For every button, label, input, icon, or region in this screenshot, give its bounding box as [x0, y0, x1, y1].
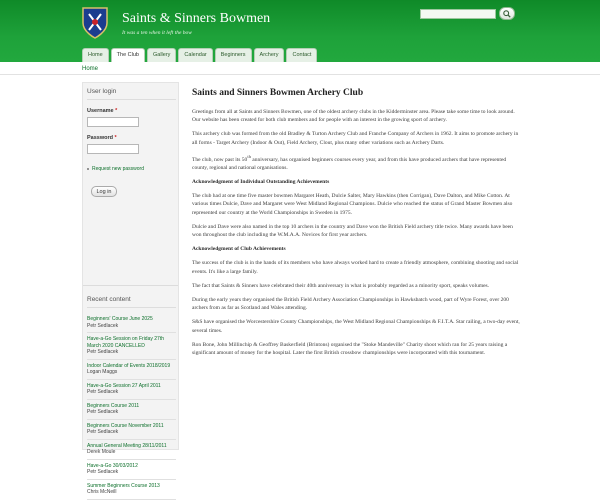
tab-the-club[interactable]: The Club: [111, 48, 145, 63]
recent-item-author: Logan Maggs: [87, 369, 118, 375]
list-item: [87, 380, 176, 400]
recent-item-author: Petr Sedlacek: [87, 389, 119, 395]
list-item: [87, 420, 176, 440]
search-input[interactable]: [420, 9, 496, 19]
search-icon: [503, 10, 511, 18]
site-slogan: It was a ten when it left the bow: [122, 30, 192, 36]
tab-archery[interactable]: Archery: [254, 48, 285, 62]
breadcrumb-home-link[interactable]: Home: [82, 66, 99, 72]
recent-item-link[interactable]: Summer Beginners Course 2013: [87, 482, 160, 489]
recent-item-author: Derek Moule: [87, 449, 116, 455]
list-item: [87, 400, 176, 420]
tab-gallery[interactable]: Gallery: [147, 48, 176, 62]
recent-item-link[interactable]: Beginners Course 2011: [87, 402, 140, 409]
recent-item-author: Petr Sedlacek: [87, 349, 119, 355]
charity-shoot-paragraph: Ron Bone, John Millinchip & Geoffrey Baskerfield (Brintons) organised the "Stoke Mandeville" Charity shoot which ran for 25 years raising a significant amount of money for the hospital. Later the first British crossbow championships were incorporated with this tournament.: [192, 341, 508, 357]
recent-item-link[interactable]: Beginners' Course June 2025: [87, 316, 153, 322]
fortieth-paragraph: The fact that Saints & Sinners have celebrated their 40th anniversary in what is probably regarded as a minority sport, speaks volumes.: [192, 282, 490, 289]
list-item: [87, 360, 176, 380]
site-header: [0, 0, 600, 62]
history-paragraph: This archery club was formed from the old Bradley & Turton Archery Club and Franche Company of Archers in 1962. It aims to promote archery in all forms - Target Archery (Indoor & Out), Field Archery, Clout, plus many other variations such as Archery Darts.: [192, 131, 519, 146]
tab-calendar[interactable]: Calendar: [178, 48, 212, 62]
recent-item-link[interactable]: Have-a-Go 30/03/2012: [87, 462, 138, 469]
login-button[interactable]: Log in: [91, 186, 117, 197]
section-heading-club: Acknowledgment of Club Achievements: [192, 246, 286, 253]
recent-item-link[interactable]: Beginners Course November 2011: [87, 422, 164, 429]
early-years-paragraph: During the early years they organised the British Field Archery Association Championships in Hawksbatch wood, part of Wyre Forest, over 200 archers from as far as Scotland and Wales attending.: [192, 297, 509, 312]
password-field[interactable]: [87, 144, 139, 154]
breadcrumb-bar: [0, 62, 600, 75]
main-navigation: [82, 48, 319, 62]
tab-beginners[interactable]: Beginners: [215, 48, 252, 62]
top-archers-paragraph: Dulcie and Dave were also named in the top 10 archers in the country and Dave won the British Field archery title twice. Many awards have been won throughout the club including the W.M.A.A. Novices for first year archers.: [192, 223, 513, 239]
recent-content-block: [87, 296, 176, 500]
anniversary-text-end: anniversary, has organised beginners courses every year, and from this have produced archers that have represented county, regional and national organisations.: [192, 156, 507, 171]
list-item: [87, 313, 176, 333]
page-title: Saints and Sinners Bowmen Archery Club: [192, 88, 364, 98]
recent-item-link[interactable]: Have-a-Go Session 27 April 2011: [87, 382, 161, 389]
recent-item-link[interactable]: Indoor Calendar of Events 2018/2019: [87, 362, 171, 369]
intro-paragraph: Greetings from all at Saints and Sinners Bowmen, one of the oldest archery clubs in the Kidderminster area. Please take some time to look around. Our website has been created for both club members and for people with an interest in the growing sport of archery.: [192, 109, 515, 124]
user-login-block: [87, 88, 176, 198]
recent-item-author: Petr Sedlacek: [87, 322, 119, 329]
password-label: [87, 135, 176, 141]
tab-home[interactable]: Home: [82, 48, 109, 62]
sidebar-divider: [83, 285, 178, 286]
anniversary-text-start: The club, now past its 50: [192, 156, 248, 163]
recent-item-author: Petr Sedlacek: [87, 429, 119, 435]
anniversary-paragraph: [192, 153, 522, 172]
recent-item-author: Petr Sedlacek: [87, 469, 119, 475]
recent-content-title: Recent content: [87, 296, 176, 308]
tab-contact[interactable]: Contact: [286, 48, 317, 62]
recent-item-author: Petr Sedlacek: [87, 409, 119, 415]
sidebar: [82, 82, 179, 495]
master-bowmen-paragraph: The club had at one time five master bowmen Margaret Heath, Dulcie Salter, Mary Hawkins (then Corrigan), Dave Dalton, and Mike Cotton. At various times Dulcie, Dave and Margaret were West Midland Regional Champions. Dulcie who reached the status of Grand Master Bowmen also represented our country at the World Championships in Sweden in 1975.: [192, 193, 513, 216]
list-item: [87, 440, 176, 460]
anniversary-superscript: th: [247, 153, 251, 159]
required-marker: *: [114, 135, 117, 141]
championships-paragraph: S&S have organised the Worcestershire County Championships, the West Midland Regional Championships & F.I.T.A. Star railing, a two-day event, several times.: [192, 319, 520, 334]
list-item: [87, 333, 176, 360]
search-button[interactable]: [499, 7, 515, 20]
recent-item-author: Chris McNeill: [87, 489, 117, 495]
site-name[interactable]: Saints & Sinners Bowmen: [122, 11, 271, 26]
recent-content-list: [87, 313, 176, 500]
username-label-text: Username: [87, 108, 114, 114]
bullet-icon: [87, 168, 89, 170]
user-login-title: User login: [87, 88, 176, 100]
request-password-label: Request new password: [92, 166, 144, 172]
recent-item-link[interactable]: Have-a-Go Session on Friday 27th March 2020 CANCELLED: [87, 336, 164, 349]
required-marker: *: [115, 108, 118, 114]
list-item: [87, 480, 176, 500]
main-content: [192, 88, 522, 363]
club-shield-logo-icon[interactable]: [80, 6, 110, 40]
list-item: [87, 460, 176, 480]
request-password-link[interactable]: [87, 166, 176, 172]
username-field[interactable]: [87, 117, 139, 127]
username-label: [87, 108, 176, 114]
password-label-text: Password: [87, 135, 113, 141]
club-success-paragraph: The success of the club is in the hands of its members who have always worked hard to create a friendly atmosphere, combining shooting and social events. It's like a large family.: [192, 260, 519, 275]
section-heading-individual: Acknowledgment of Individual Outstanding Achievements: [192, 179, 330, 186]
recent-item-link[interactable]: Annual General Meeting 28/11/2011: [87, 442, 167, 449]
